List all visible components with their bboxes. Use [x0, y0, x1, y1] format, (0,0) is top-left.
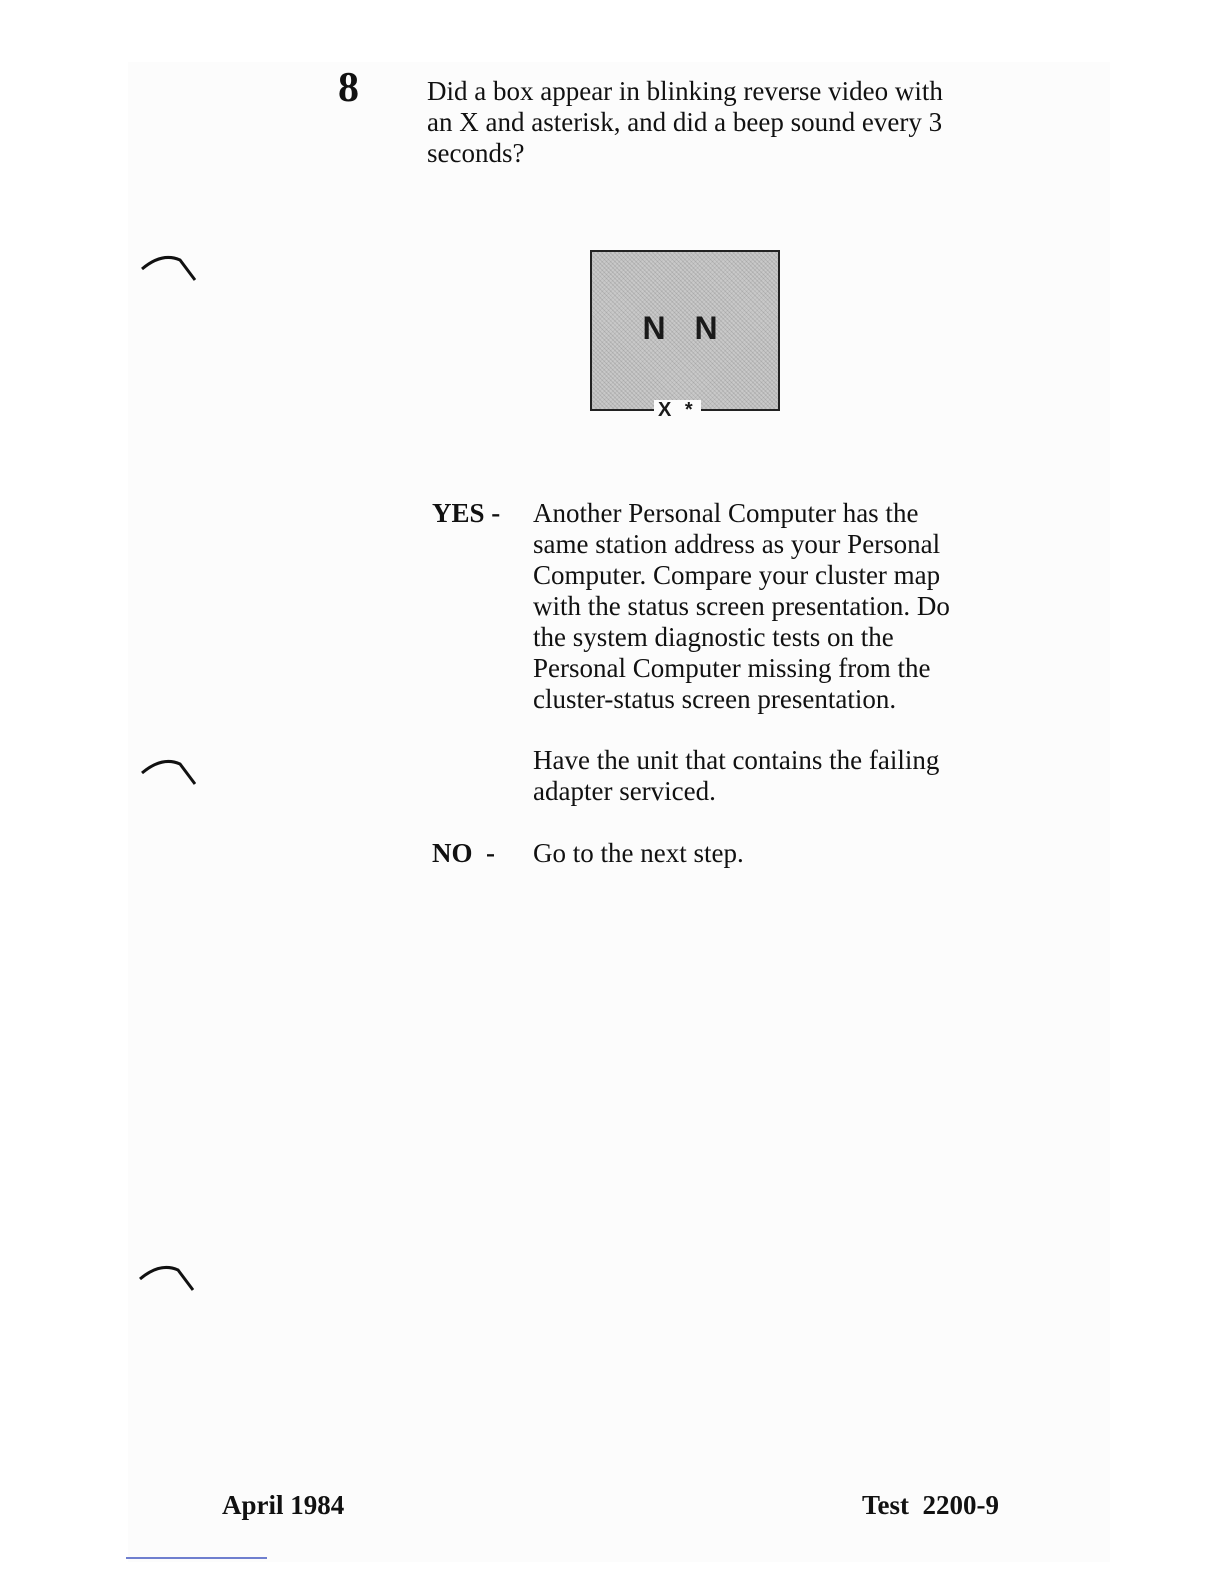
answer-line: Computer. Compare your cluster map: [533, 560, 941, 590]
footer-date: April 1984: [222, 1490, 345, 1520]
answer-line: same station address as your Personal: [533, 529, 941, 559]
no-answer: [533, 838, 1053, 869]
answer-line: Go to the next step.: [533, 838, 744, 868]
no-label: NO -: [432, 838, 495, 868]
answer-line: Another Personal Computer has the: [533, 498, 919, 528]
question-line: an X and asterisk, and did a beep sound every 3: [427, 107, 943, 137]
scan-edge-line: [126, 1557, 267, 1559]
binder-hole-mark-middle: [140, 756, 196, 790]
step-question: [427, 76, 1067, 169]
answer-line: adapter serviced.: [533, 776, 716, 806]
binder-hole-mark-bottom: [138, 1262, 194, 1296]
answer-line: Personal Computer missing from the: [533, 653, 931, 683]
answer-line: with the status screen presentation. Do: [533, 591, 950, 621]
x-asterisk-indicator: X *: [654, 400, 701, 420]
footer-test-id: Test 2200-9: [862, 1490, 1000, 1520]
answer-line: cluster-status screen presentation.: [533, 684, 897, 714]
yes-answer-paragraph-1: [533, 498, 1053, 715]
screen-text: N N: [642, 310, 728, 346]
step-number: 8: [338, 65, 359, 111]
yes-label: YES -: [432, 498, 501, 528]
binder-hole-mark-top: [140, 252, 196, 286]
question-line: seconds?: [427, 138, 525, 168]
yes-answer-paragraph-2: [533, 745, 1053, 807]
question-line: Did a box appear in blinking reverse video with: [427, 76, 943, 106]
answer-line: the system diagnostic tests on the: [533, 622, 894, 652]
answer-line: Have the unit that contains the failing: [533, 745, 940, 775]
reverse-video-screen-figure: [590, 250, 780, 421]
